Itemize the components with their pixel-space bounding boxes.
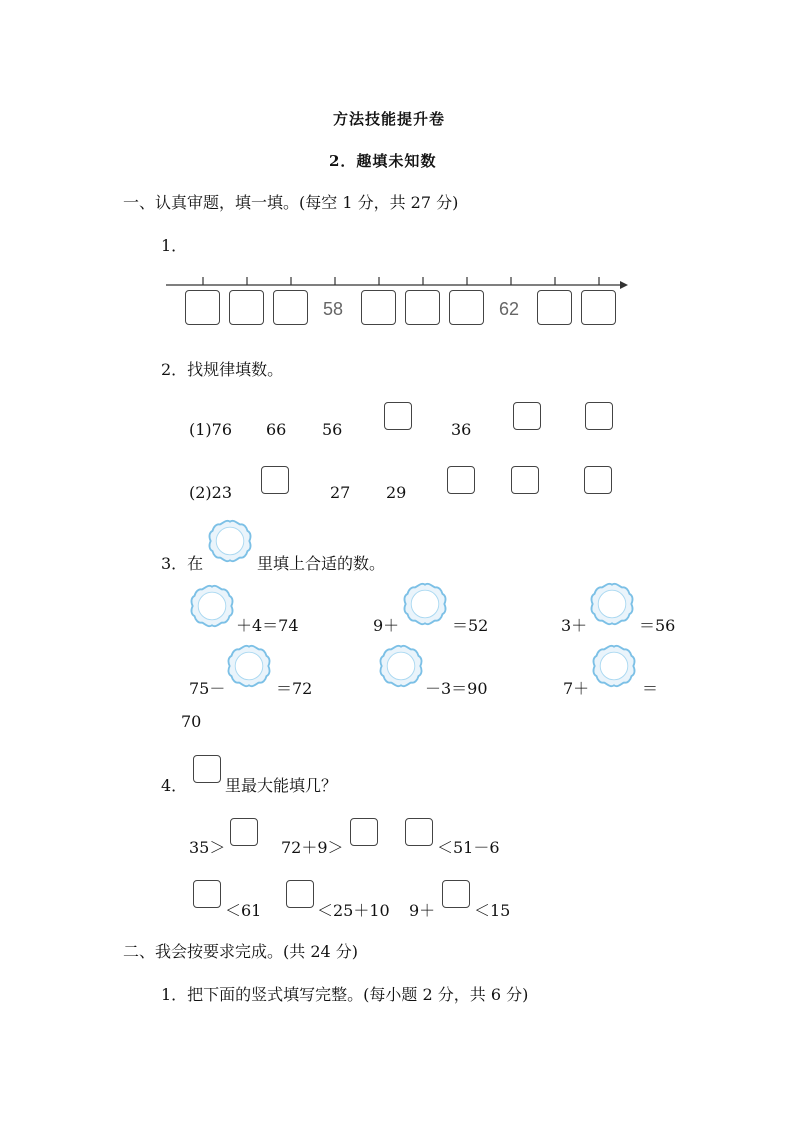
inequality-text: ＜15 [474,901,511,920]
sequence-value: 29 [386,483,407,502]
equation-text: 75－ [189,679,226,698]
equation-text: ＋4＝74 [236,616,299,635]
q2-prompt: 2．找规律填数。 [161,360,284,379]
section1-heading: 一、认真审题，填一填。(每空 1 分，共 27 分) [123,193,459,212]
answer-box[interactable] [511,466,539,494]
q1-number: 1． [161,236,188,255]
inequality-text: 35＞ [189,838,226,857]
answer-box[interactable] [273,290,308,325]
inequality-text: 9＋ [409,901,436,920]
sequence-value: 36 [451,420,472,439]
flower-answer-icon[interactable] [402,581,448,627]
inequality-text: 72＋9＞ [281,838,344,857]
answer-box[interactable] [447,466,475,494]
equation-text: ＝56 [639,616,676,635]
inequality-text: ＜25＋10 [317,901,390,920]
answer-box[interactable] [230,818,258,846]
answer-box[interactable] [585,402,613,430]
q3-prefix: 3．在 [161,554,204,573]
answer-box[interactable] [405,818,433,846]
answer-box[interactable] [286,880,314,908]
answer-box[interactable] [193,880,221,908]
equation-text: 70 [181,712,202,731]
q4-prefix: 4． [161,776,188,795]
equation-text: 7＋ [563,679,590,698]
inequality-text: ＜61 [225,901,262,920]
section2-heading: 二、我会按要求完成。(共 24 分) [123,942,359,961]
flower-answer-icon[interactable] [591,643,637,689]
flower-answer-icon[interactable] [189,583,235,629]
answer-box[interactable] [513,402,541,430]
answer-box[interactable] [261,466,289,494]
equation-text: 9＋ [373,616,400,635]
page-subtitle: 2．趣填未知数 [329,152,437,170]
number-line-label: 58 [323,299,344,319]
sequence-value: 66 [266,420,287,439]
q3-suffix: 里填上合适的数。 [257,554,386,573]
answer-box[interactable] [442,880,470,908]
equation-text: 3＋ [561,616,588,635]
section2-q1: 1．把下面的竖式填写完整。(每小题 2 分，共 6 分) [161,985,529,1004]
equation-text: －3＝90 [425,679,488,698]
answer-box[interactable] [185,290,220,325]
answer-box[interactable] [537,290,572,325]
answer-box[interactable] [384,402,412,430]
answer-box[interactable] [584,466,612,494]
answer-box[interactable] [229,290,264,325]
answer-box[interactable] [405,290,440,325]
answer-box[interactable] [350,818,378,846]
inequality-text: ＜51－6 [437,838,500,857]
sequence-value: (2)23 [189,483,233,502]
equation-text: ＝ [642,679,659,698]
sequence-value: 27 [330,483,351,502]
equation-text: ＝72 [276,679,313,698]
flower-answer-icon[interactable] [589,581,635,627]
answer-box[interactable] [581,290,616,325]
number-line [160,272,635,292]
sequence-value: (1)76 [189,420,233,439]
answer-box[interactable] [361,290,396,325]
flower-answer-icon[interactable] [226,643,272,689]
flower-icon [207,518,253,564]
box-icon [193,755,221,783]
equation-text: ＝52 [452,616,489,635]
number-line-label: 62 [499,299,520,319]
sequence-value: 56 [322,420,343,439]
flower-answer-icon[interactable] [378,643,424,689]
page-title: 方法技能提升卷 [333,110,446,128]
q4-suffix: 里最大能填几？ [225,776,338,795]
answer-box[interactable] [449,290,484,325]
